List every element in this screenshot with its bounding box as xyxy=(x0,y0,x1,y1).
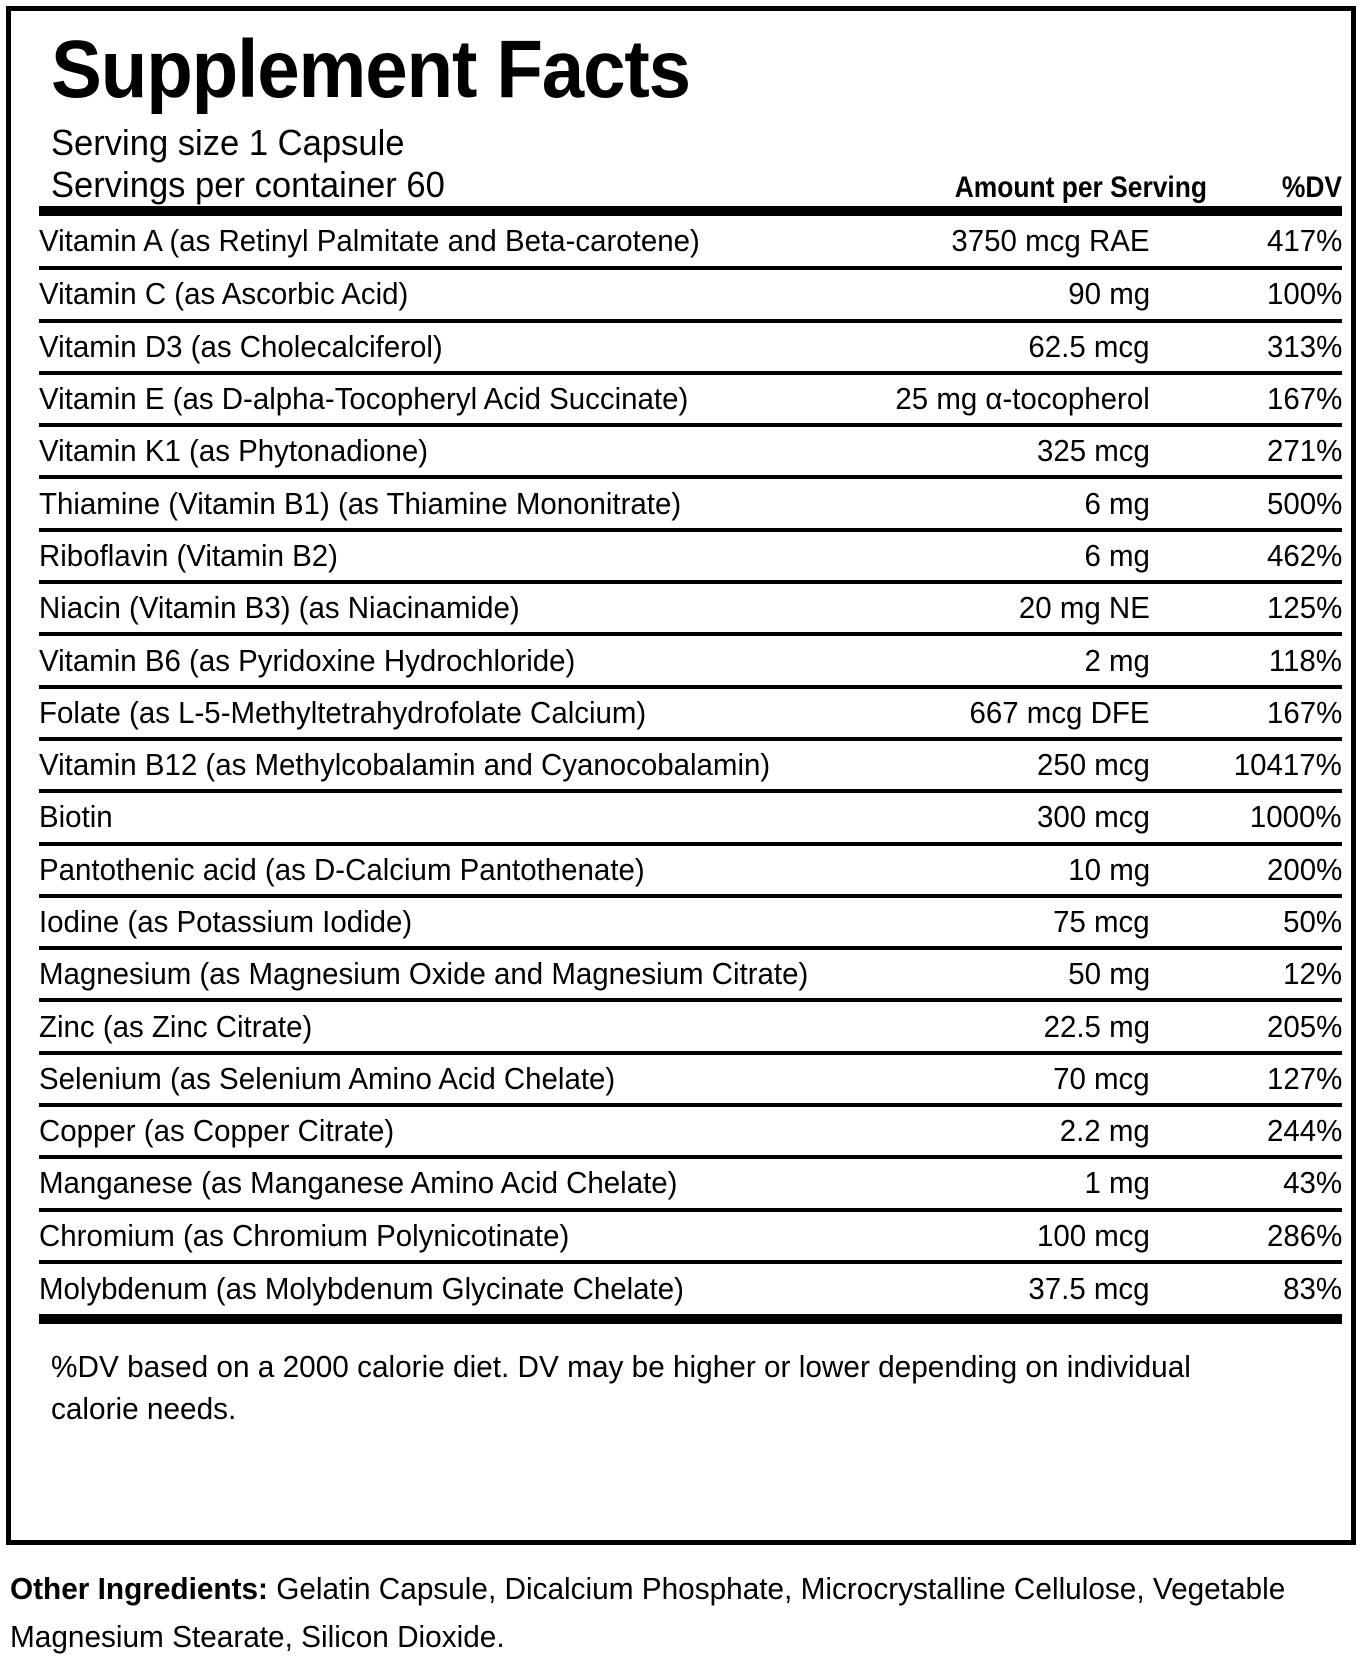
nutrient-name: Folate (as L-5-Methyltetrahydrofolate Calcium) xyxy=(39,694,647,730)
nutrient-name: Vitamin C (as Ascorbic Acid) xyxy=(39,276,409,312)
nutrient-name: Chromium (as Chromium Polynicotinate) xyxy=(39,1217,570,1253)
nutrient-name: Pantothenic acid (as D-Calcium Pantothenate) xyxy=(39,851,645,887)
nutrient-amount: 250 mcg xyxy=(1036,747,1150,783)
nutrient-name: Magnesium (as Magnesium Oxide and Magnesium Citrate) xyxy=(39,956,809,992)
nutrient-name-cell xyxy=(39,216,703,268)
nutrient-amount: 90 mg xyxy=(1068,276,1150,312)
nutrient-amount-cell xyxy=(703,268,1149,320)
other-ingredients-label: Other Ingredients: xyxy=(10,1571,268,1606)
table-row xyxy=(39,425,1342,477)
table-row xyxy=(39,844,1342,896)
table-row xyxy=(39,948,1342,1000)
nutrient-dv-cell xyxy=(1150,1053,1342,1105)
nutrient-amount-cell xyxy=(703,425,1149,477)
nutrient-dv-cell xyxy=(1150,425,1342,477)
table-row xyxy=(39,477,1342,529)
nutrient-amount: 10 mg xyxy=(1068,851,1150,887)
nutrient-amount-cell xyxy=(703,1210,1149,1262)
nutrient-amount-cell xyxy=(703,1262,1149,1314)
nutrient-dv-cell xyxy=(1150,373,1342,425)
table-row xyxy=(39,373,1342,425)
nutrient-dv-cell xyxy=(1150,896,1342,948)
daily-value-footnote xyxy=(51,1346,1342,1430)
nutrient-amount-cell xyxy=(703,1053,1149,1105)
nutrient-amount: 1 mg xyxy=(1084,1165,1150,1201)
nutrient-amount-cell xyxy=(703,844,1149,896)
nutrient-amount: 2 mg xyxy=(1084,642,1150,678)
nutrient-amount: 20 mg NE xyxy=(1018,590,1150,626)
nutrient-dv: 167% xyxy=(1266,381,1342,417)
nutrient-amount-cell xyxy=(703,739,1149,791)
nutrient-amount-cell xyxy=(703,477,1149,529)
nutrient-dv: 127% xyxy=(1266,1060,1342,1096)
nutrient-amount: 3750 mcg RAE xyxy=(951,223,1150,259)
nutrient-amount-cell xyxy=(703,791,1149,843)
nutrient-name-cell xyxy=(39,791,703,843)
nutrient-dv: 100% xyxy=(1266,276,1342,312)
table-row xyxy=(39,1157,1342,1209)
table-row xyxy=(39,1262,1342,1314)
nutrient-name: Vitamin B12 (as Methylcobalamin and Cyanocobalamin) xyxy=(39,747,771,783)
nutrient-amount-cell xyxy=(703,896,1149,948)
serving-info-block xyxy=(51,122,1342,206)
nutrient-name-cell xyxy=(39,1210,703,1262)
nutrient-amount-cell xyxy=(703,1000,1149,1052)
nutrient-dv: 205% xyxy=(1266,1008,1342,1044)
nutrient-amount-cell xyxy=(703,582,1149,634)
table-row xyxy=(39,739,1342,791)
nutrient-amount-cell xyxy=(703,530,1149,582)
nutrient-dv-cell xyxy=(1150,739,1342,791)
nutrient-name: Iodine (as Potassium Iodide) xyxy=(39,904,413,939)
nutrient-name: Biotin xyxy=(39,799,113,835)
nutrient-name-cell xyxy=(39,425,703,477)
nutrient-amount: 62.5 mcg xyxy=(1028,328,1150,364)
nutrient-dv: 200% xyxy=(1266,851,1342,887)
footnote-line-2: calorie needs. xyxy=(51,1391,237,1427)
nutrient-amount: 6 mg xyxy=(1084,537,1150,573)
nutrient-name: Selenium (as Selenium Amino Acid Chelate) xyxy=(39,1060,616,1096)
nutrient-amount: 75 mcg xyxy=(1053,904,1150,939)
table-row xyxy=(39,268,1342,320)
nutrient-amount: 50 mg xyxy=(1068,956,1150,992)
nutrient-name: Thiamine (Vitamin B1) (as Thiamine Mononitrate) xyxy=(39,485,682,521)
nutrient-name: Vitamin B6 (as Pyridoxine Hydrochloride) xyxy=(39,642,576,678)
table-row xyxy=(39,1053,1342,1105)
column-header-percent-dv: %DV xyxy=(1281,171,1342,204)
nutrient-name-cell xyxy=(39,844,703,896)
nutrient-name-cell xyxy=(39,1105,703,1157)
nutrient-dv-cell xyxy=(1150,477,1342,529)
nutrient-name-cell xyxy=(39,1157,703,1209)
nutrient-name-cell xyxy=(39,373,703,425)
nutrient-dv: 500% xyxy=(1266,485,1342,521)
other-ingredients-section xyxy=(10,1565,1340,1661)
table-row xyxy=(39,216,1342,268)
table-row xyxy=(39,1000,1342,1052)
table-footer-divider-thick xyxy=(39,1314,1342,1324)
nutrient-amount: 300 mcg xyxy=(1036,799,1150,835)
nutrient-name-cell xyxy=(39,739,771,791)
other-ingredients-text: Gelatin Capsule, Dicalcium Phosphate, Microcrystalline Cellulose, Vegetable Magnesium Stearate, Silicon Dioxide. xyxy=(10,1571,1286,1654)
nutrient-name: Vitamin E (as D-alpha-Tocopheryl Acid Succinate) xyxy=(39,381,689,417)
nutrient-name-cell xyxy=(39,268,703,320)
nutrient-dv-cell xyxy=(1150,268,1342,320)
nutrient-dv: 271% xyxy=(1266,433,1342,469)
nutrient-amount-cell xyxy=(703,634,1149,686)
nutrient-name: Vitamin A (as Retinyl Palmitate and Beta-carotene) xyxy=(39,223,700,259)
nutrient-dv-cell xyxy=(1150,1210,1342,1262)
nutrient-amount: 667 mcg DFE xyxy=(969,694,1150,730)
nutrient-amount: 325 mcg xyxy=(1036,433,1150,469)
nutrient-dv: 83% xyxy=(1283,1271,1342,1307)
nutrient-dv-cell xyxy=(1150,1105,1342,1157)
table-row xyxy=(39,321,1342,373)
nutrient-name: Zinc (as Zinc Citrate) xyxy=(39,1008,313,1044)
nutrient-dv: 286% xyxy=(1266,1217,1342,1253)
nutrient-dv: 118% xyxy=(1268,642,1342,678)
nutrient-dv-cell xyxy=(1150,582,1342,634)
nutrient-dv-cell xyxy=(1150,948,1342,1000)
nutrient-dv-cell xyxy=(1150,634,1342,686)
table-row xyxy=(39,687,1342,739)
nutrient-name-cell xyxy=(39,321,703,373)
nutrient-amount: 25 mg α-tocopherol xyxy=(895,381,1150,417)
nutrient-dv: 244% xyxy=(1266,1113,1342,1149)
nutrient-name: Molybdenum (as Molybdenum Glycinate Chelate) xyxy=(39,1271,684,1307)
nutrient-amount: 37.5 mcg xyxy=(1028,1271,1150,1307)
footnote-line-1: %DV based on a 2000 calorie diet. DV may be higher or lower depending on individual xyxy=(51,1349,1191,1385)
nutrient-amount: 22.5 mg xyxy=(1043,1008,1150,1044)
supplement-facts-panel xyxy=(6,6,1356,1545)
nutrient-name-cell xyxy=(39,634,703,686)
page-title: Supplement Facts xyxy=(51,24,690,115)
nutrient-amount-cell xyxy=(703,687,1149,739)
nutrient-name: Niacin (Vitamin B3) (as Niacinamide) xyxy=(39,590,520,626)
nutrient-dv-cell xyxy=(1150,1262,1342,1314)
nutrient-name: Manganese (as Manganese Amino Acid Chelate) xyxy=(39,1165,678,1201)
other-ingredients-inner xyxy=(10,1565,1287,1661)
nutrient-name-cell xyxy=(39,477,703,529)
nutrient-name: Vitamin D3 (as Cholecalciferol) xyxy=(39,328,443,364)
column-header-amount-per-serving: Amount per Serving xyxy=(954,171,1207,204)
column-headers xyxy=(907,171,1342,205)
nutrient-name-cell xyxy=(39,1000,703,1052)
nutrient-name-cell xyxy=(39,1053,703,1105)
nutrient-amount: 70 mcg xyxy=(1053,1060,1150,1096)
nutrient-dv: 462% xyxy=(1266,537,1342,573)
nutrient-name: Riboflavin (Vitamin B2) xyxy=(39,537,338,573)
nutrient-dv-cell xyxy=(1150,1000,1342,1052)
nutrient-dv: 313% xyxy=(1266,328,1342,364)
nutrient-name-cell xyxy=(39,896,703,948)
nutrient-name: Vitamin K1 (as Phytonadione) xyxy=(39,433,429,469)
nutrient-name-cell xyxy=(39,1262,703,1314)
nutrient-amount: 6 mg xyxy=(1084,485,1150,521)
table-row xyxy=(39,791,1342,843)
nutrient-dv-cell xyxy=(1150,1157,1342,1209)
nutrient-dv: 167% xyxy=(1266,694,1342,730)
nutrient-dv: 50% xyxy=(1283,904,1342,939)
nutrient-amount-cell xyxy=(703,321,1149,373)
nutrient-name: Copper (as Copper Citrate) xyxy=(39,1113,395,1149)
nutrient-table xyxy=(39,216,1342,1314)
nutrient-amount-cell xyxy=(703,1157,1149,1209)
nutrient-dv: 10417% xyxy=(1233,747,1342,783)
table-row xyxy=(39,634,1342,686)
nutrient-amount-cell xyxy=(703,373,1149,425)
table-row xyxy=(39,1105,1342,1157)
nutrient-name-cell xyxy=(39,582,703,634)
nutrient-amount: 2.2 mg xyxy=(1059,1113,1150,1149)
servings-per-container-text: Servings per container 60 xyxy=(51,164,445,205)
table-row xyxy=(39,582,1342,634)
nutrient-name-cell xyxy=(39,530,703,582)
table-row xyxy=(39,896,1342,948)
nutrient-dv: 43% xyxy=(1283,1165,1342,1201)
nutrient-amount: 100 mcg xyxy=(1036,1217,1150,1253)
nutrient-name-cell xyxy=(39,948,809,1000)
header-divider-thick xyxy=(39,206,1342,216)
serving-size-text: Serving size 1 Capsule xyxy=(51,122,405,163)
nutrient-dv-cell xyxy=(1150,216,1342,268)
nutrient-dv-cell xyxy=(1150,844,1342,896)
nutrient-dv: 125% xyxy=(1266,590,1342,626)
nutrient-dv-cell xyxy=(1150,530,1342,582)
nutrient-dv: 12% xyxy=(1283,956,1342,992)
nutrient-dv-cell xyxy=(1150,321,1342,373)
nutrient-dv: 417% xyxy=(1266,223,1342,259)
nutrient-dv-cell xyxy=(1150,791,1342,843)
table-row xyxy=(39,1210,1342,1262)
nutrient-amount-cell xyxy=(703,1105,1149,1157)
nutrient-dv-cell xyxy=(1150,687,1342,739)
nutrient-amount-cell xyxy=(703,216,1149,268)
table-row xyxy=(39,530,1342,582)
nutrient-name-cell xyxy=(39,687,703,739)
nutrient-dv: 1000% xyxy=(1250,799,1342,835)
